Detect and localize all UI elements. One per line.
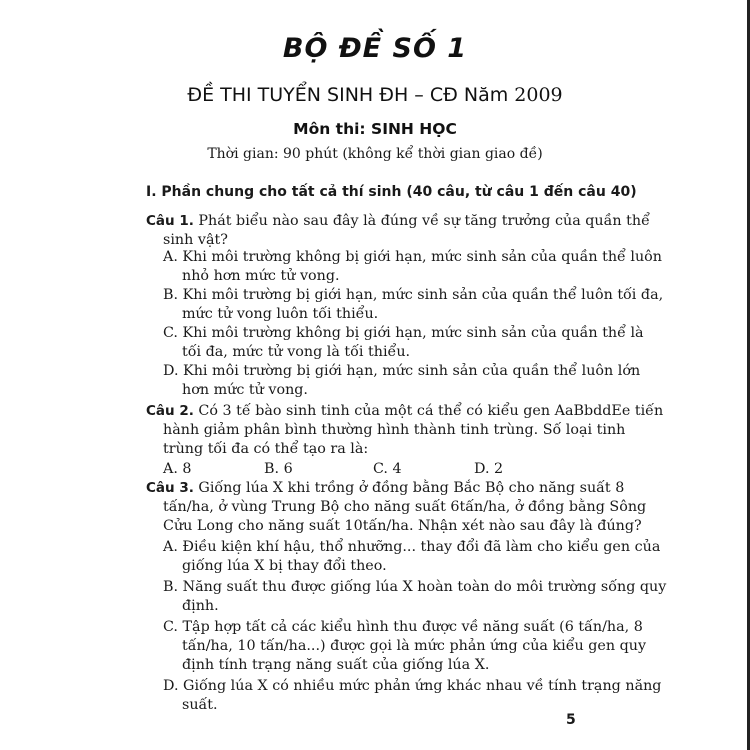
question-3-line-2: tấn/ha, ở vùng Trung Bộ cho năng suất 6tấn/ha, ở đồng bằng Sông xyxy=(163,499,647,515)
question-1-label: Câu 1. xyxy=(146,213,194,229)
q2-option-a: A. 8 xyxy=(163,461,192,477)
q3-option-d-line-1: D. Giống lúa X có nhiều mức phản ứng khác nhau về tính trạng năng xyxy=(163,678,662,694)
q1-option-b-line-1: B. Khi môi trường bị giới hạn, mức sinh sản của quần thể luôn tối đa, xyxy=(163,287,664,303)
q3-option-c-line-1: C. Tập hợp tất cả các kiểu hình thu được về năng suất (6 tấn/ha, 8 xyxy=(163,619,643,635)
q1-option-a-line-2: nhỏ hơn mức tử vong. xyxy=(182,268,340,284)
question-3-label: Câu 3. xyxy=(146,480,194,496)
q3-option-d-line-2: suất. xyxy=(182,697,218,713)
q2-option-c: C. 4 xyxy=(373,461,402,477)
question-1-line-2: sinh vật? xyxy=(163,232,228,248)
q1-option-c-line-1: C. Khi môi trường không bị giới hạn, mức sinh sản của quần thể là xyxy=(163,325,644,341)
exam-title-text: ĐỀ THI TUYỂN SINH ĐH – CĐ Năm xyxy=(187,84,509,106)
exam-title xyxy=(0,84,750,106)
q3-option-c-line-3: định tính trạng năng suất của giống lúa X. xyxy=(182,657,490,673)
q3-option-a-line-2: giống lúa X bị thay đổi theo. xyxy=(182,558,387,574)
question-1-text: Phát biểu nào sau đây là đúng về sự tăng trưởng của quần thể xyxy=(198,213,650,229)
question-3-text: Giống lúa X khi trồng ở đồng bằng Bắc Bộ cho năng suất 8 xyxy=(198,480,625,496)
question-2-label: Câu 2. xyxy=(146,403,194,419)
q2-option-d: D. 2 xyxy=(474,461,504,477)
q1-option-c-line-2: tối đa, mức tử vong là tối thiểu. xyxy=(182,344,411,360)
exam-year: 2009 xyxy=(514,84,563,106)
exam-time: Thời gian: 90 phút (không kể thời gian giao đề) xyxy=(207,146,543,162)
q1-option-d-line-1: D. Khi môi trường bị giới hạn, mức sinh sản của quần thể luôn lớn xyxy=(163,363,641,379)
exam-subject: Môn thi: SINH HỌC xyxy=(293,120,457,138)
q3-option-b-line-2: định. xyxy=(182,598,219,614)
question-3-line-1 xyxy=(146,479,624,498)
page-number: 5 xyxy=(566,712,576,728)
question-2-line-1 xyxy=(146,402,663,421)
q2-option-b: B. 6 xyxy=(264,461,293,477)
question-2-text: Có 3 tế bào sinh tinh của một cá thể có kiểu gen AaBbddEe tiến xyxy=(198,403,664,419)
q1-option-d-line-2: hơn mức tử vong. xyxy=(182,382,308,398)
q3-option-b-line-1: B. Năng suất thu được giống lúa X hoàn toàn do môi trường sống quy xyxy=(163,579,667,595)
section-title: I. Phần chung cho tất cả thí sinh (40 câu, từ câu 1 đến câu 40) xyxy=(146,184,637,200)
question-1-line-1 xyxy=(146,212,650,231)
question-3-line-3: Cửu Long cho năng suất 10tấn/ha. Nhận xét nào sau đây là đúng? xyxy=(163,518,642,534)
set-title: BỘ ĐỀ SỐ 1 xyxy=(282,33,468,64)
question-2-line-3: trùng tối đa có thể tạo ra là: xyxy=(163,441,369,457)
q3-option-c-line-2: tấn/ha, 10 tấn/ha...) được gọi là mức phản ứng của kiểu gen quy xyxy=(182,638,647,654)
q1-option-a-line-1: A. Khi môi trường không bị giới hạn, mức sinh sản của quần thể luôn xyxy=(163,249,662,265)
q1-option-b-line-2: mức tử vong luôn tối thiểu. xyxy=(182,306,379,322)
question-2-line-2: hành giảm phân bình thường hình thành tinh trùng. Số loại tinh xyxy=(163,422,626,438)
q3-option-a-line-1: A. Điều kiện khí hậu, thổ nhưỡng... thay đổi đã làm cho kiểu gen của xyxy=(163,539,661,555)
